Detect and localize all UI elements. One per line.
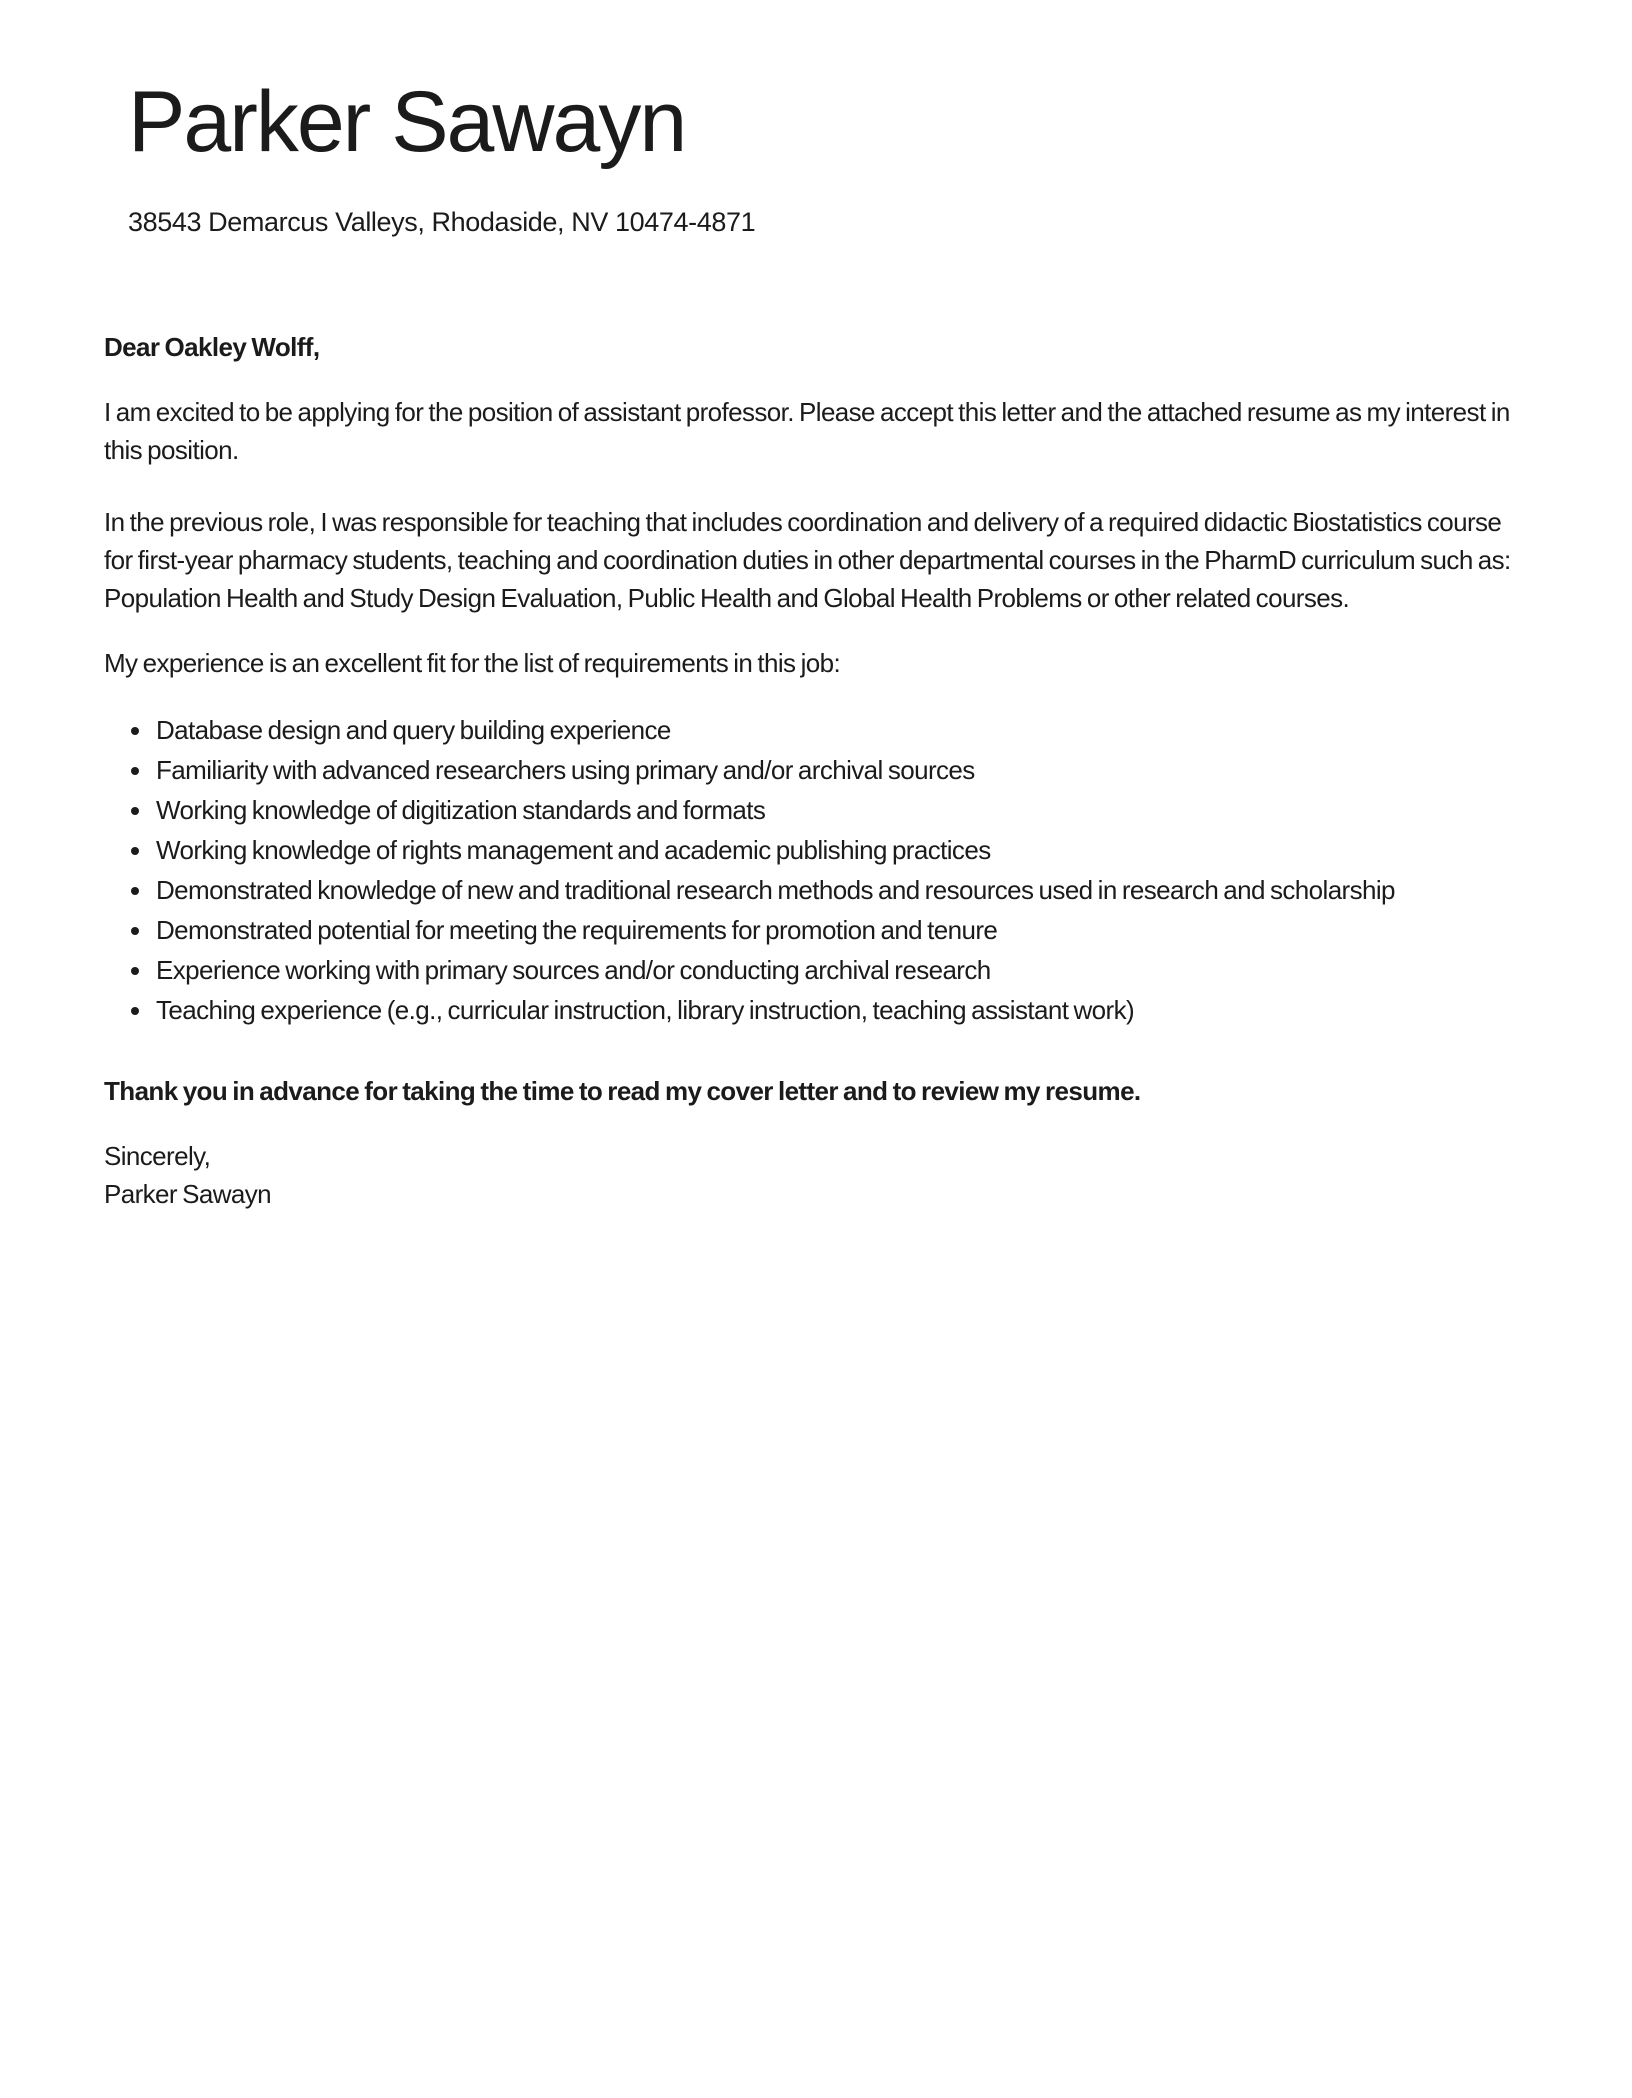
requirement-item: • Demonstrated knowledge of new and traditional research methods and resources used in research and scholarship: [154, 870, 1530, 910]
letter-body: [104, 328, 1530, 1213]
person-name: Parker Sawayn: [128, 74, 686, 170]
requirement-item: • Teaching experience (e.g., curricular instruction, library instruction, teaching assistant work): [154, 990, 1530, 1030]
requirement-item: • Familiarity with advanced researchers using primary and/or archival sources: [154, 750, 1530, 790]
paragraph-application-intro: I am excited to be applying for the position of assistant professor. Please accept this letter and the attached resume as my interest in this position.: [104, 396, 1510, 465]
requirements-intro-line: My experience is an excellent fit for the list of requirements in this job:: [104, 647, 841, 678]
paragraph-previous-role: In the previous role, I was responsible for teaching that includes coordination and delivery of a required didactic Biostatistics course for first-year pharmacy students, teaching and coordination duties in other departmental courses in the PharmD curriculum such as: Population Health and Study Design Evaluation, Public Health and Global Health Problems or other related courses.: [104, 506, 1511, 613]
letter-header: [104, 76, 1530, 240]
closing-salutation: Sincerely,: [104, 1140, 211, 1171]
requirement-item: • Database design and query building experience: [154, 710, 1530, 750]
requirement-item: • Experience working with primary sources and/or conducting archival research: [154, 950, 1530, 990]
requirement-item: • Demonstrated potential for meeting the requirements for promotion and tenure: [154, 910, 1530, 950]
thank-you-line: Thank you in advance for taking the time to read my cover letter and to review my resume.: [104, 1075, 1141, 1106]
signature-name: Parker Sawayn: [104, 1178, 271, 1209]
requirement-item: • Working knowledge of rights management and academic publishing practices: [154, 830, 1530, 870]
greeting-line: Dear Oakley Wolff,: [104, 331, 320, 362]
person-address: 38543 Demarcus Valleys, Rhodaside, NV 10474-4871: [128, 206, 756, 237]
closing-block: [104, 1137, 1530, 1213]
requirement-item: • Working knowledge of digitization standards and formats: [154, 790, 1530, 830]
requirements-list: [104, 710, 1530, 1030]
